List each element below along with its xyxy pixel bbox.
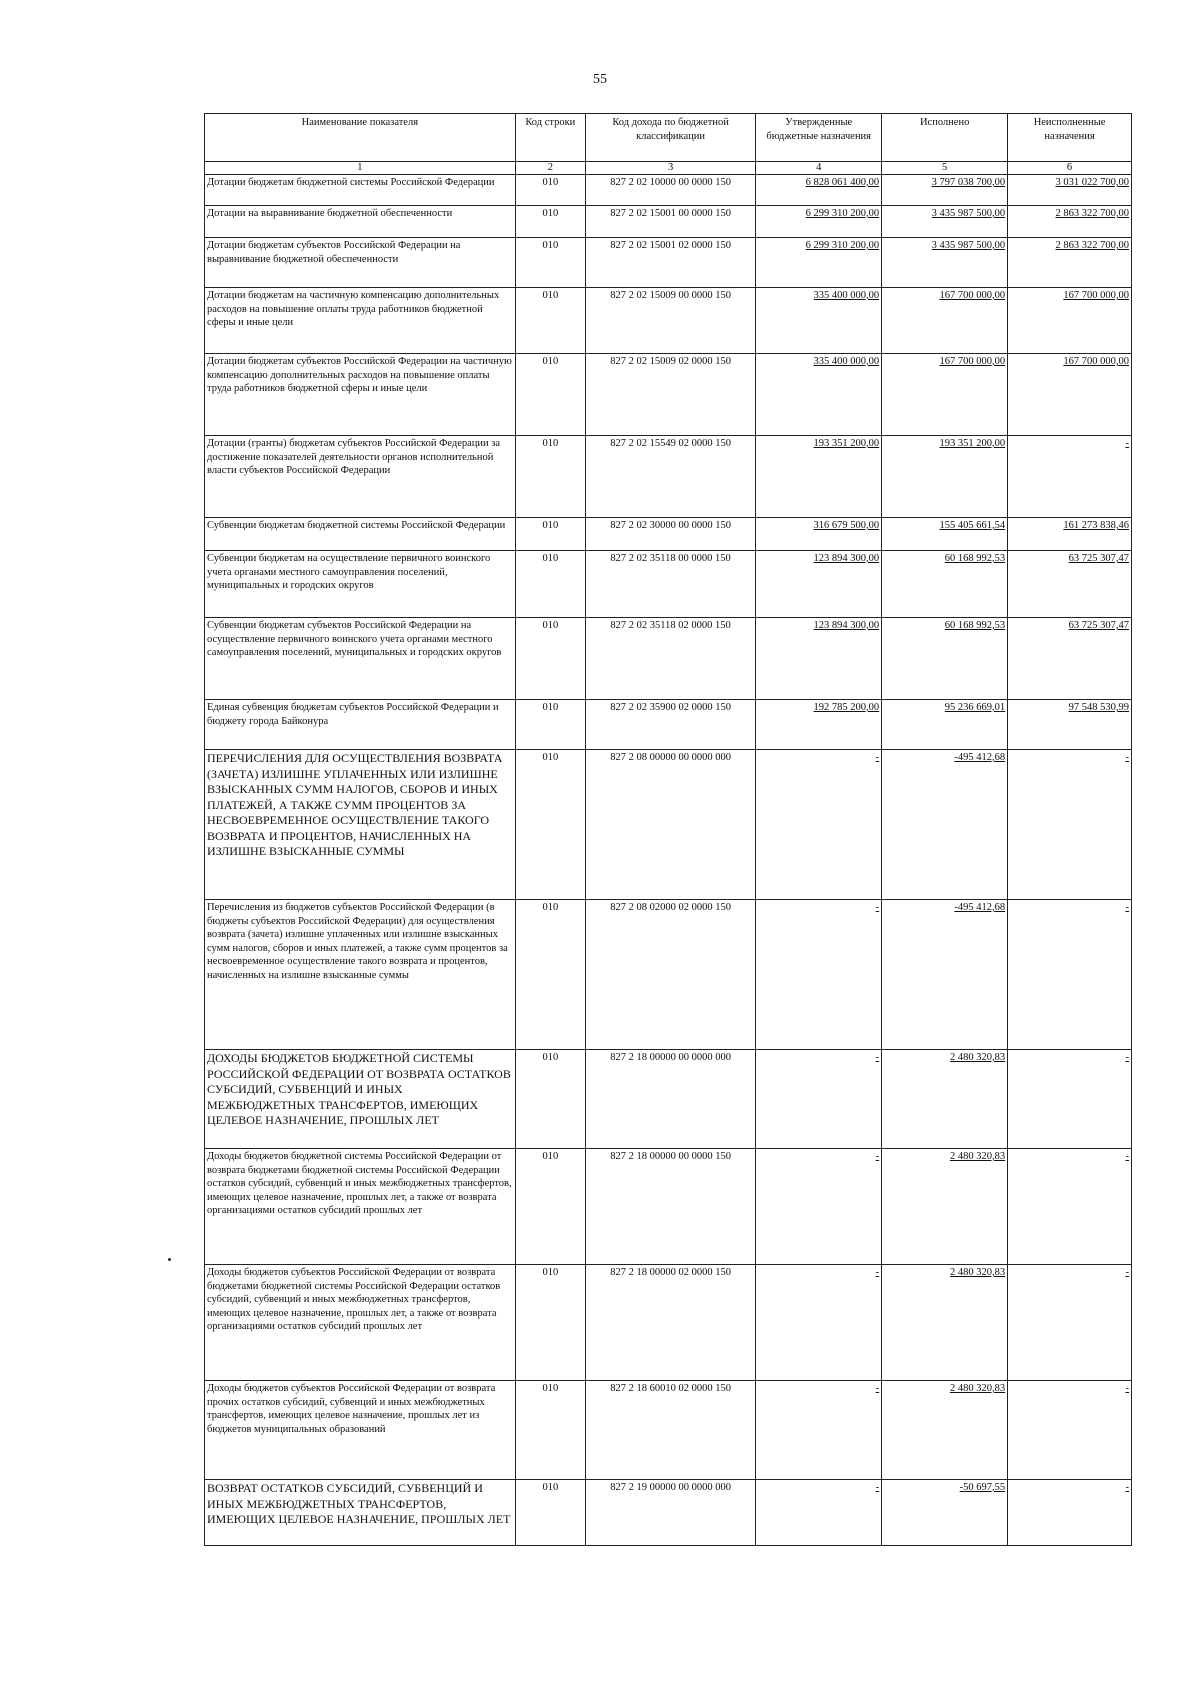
- row-executed: 2 480 320,83: [882, 1265, 1008, 1381]
- row-executed: 3 435 987 500,00: [882, 206, 1008, 238]
- table-row: [205, 1149, 1132, 1265]
- row-unexecuted: 63 725 307,47: [1008, 551, 1132, 618]
- row-code: 010: [515, 518, 585, 551]
- row-approved: 6 299 310 200,00: [756, 206, 882, 238]
- row-code: 010: [515, 1381, 585, 1480]
- row-unexecuted: 161 273 838,46: [1008, 518, 1132, 551]
- row-income-code: 827 2 19 00000 00 0000 000: [585, 1480, 755, 1546]
- row-code: 010: [515, 1149, 585, 1265]
- row-code: 010: [515, 436, 585, 518]
- row-approved: -: [756, 1050, 882, 1149]
- header-executed: Исполнено: [882, 114, 1008, 162]
- row-unexecuted: -: [1008, 1480, 1132, 1546]
- budget-report-table: [204, 113, 1132, 1546]
- row-name: Дотации бюджетам бюджетной системы Российской Федерации: [205, 175, 516, 206]
- row-executed: 3 797 038 700,00: [882, 175, 1008, 206]
- row-code: 010: [515, 750, 585, 900]
- row-name: Доходы бюджетов субъектов Российской Федерации от возврата бюджетами бюджетной системы Российской Федерации остатков субсидий, субвенций и иных межбюджетных трансфертов, имеющих целевое назначение, прошлых лет, а также от возврата организациями остатков субсидий прошлых лет: [205, 1265, 516, 1381]
- table-row: [205, 1381, 1132, 1480]
- row-code: 010: [515, 1480, 585, 1546]
- row-code: 010: [515, 618, 585, 700]
- row-code: 010: [515, 900, 585, 1050]
- row-income-code: 827 2 02 35118 02 0000 150: [585, 618, 755, 700]
- row-code: 010: [515, 206, 585, 238]
- row-executed: -495 412,68: [882, 900, 1008, 1050]
- row-approved: 192 785 200,00: [756, 700, 882, 750]
- row-executed: 3 435 987 500,00: [882, 238, 1008, 288]
- table-row: [205, 750, 1132, 900]
- row-code: 010: [515, 288, 585, 354]
- row-executed: 2 480 320,83: [882, 1381, 1008, 1480]
- row-name: ПЕРЕЧИСЛЕНИЯ ДЛЯ ОСУЩЕСТВЛЕНИЯ ВОЗВРАТА (ЗАЧЕТА) ИЗЛИШНЕ УПЛАЧЕННЫХ ИЛИ ИЗЛИШНЕ ВЗЫСКАННЫХ СУММ НАЛОГОВ, СБОРОВ И ИНЫХ ПЛАТЕЖЕЙ, А ТАКЖЕ СУММ ПРОЦЕНТОВ ЗА НЕСВОЕВРЕМЕННОЕ ОСУЩЕСТВЛЕНИЕ ТАКОГО ВОЗВРАТА И ПРОЦЕНТОВ, НАЧИСЛЕННЫХ НА ИЗЛИШНЕ ВЗЫСКАННЫЕ СУММЫ: [205, 750, 516, 900]
- table-row: [205, 900, 1132, 1050]
- row-executed: -495 412,68: [882, 750, 1008, 900]
- row-approved: -: [756, 750, 882, 900]
- header-income-code: Код дохода по бюджетной классификации: [585, 114, 755, 162]
- row-income-code: 827 2 18 60010 02 0000 150: [585, 1381, 755, 1480]
- row-executed: 2 480 320,83: [882, 1050, 1008, 1149]
- row-approved: -: [756, 1480, 882, 1546]
- row-executed: 193 351 200,00: [882, 436, 1008, 518]
- row-name: Дотации на выравнивание бюджетной обеспеченности: [205, 206, 516, 238]
- row-approved: 193 351 200,00: [756, 436, 882, 518]
- row-income-code: 827 2 18 00000 00 0000 000: [585, 1050, 755, 1149]
- table-row: [205, 1480, 1132, 1546]
- row-income-code: 827 2 02 15009 02 0000 150: [585, 354, 755, 436]
- row-executed: 2 480 320,83: [882, 1149, 1008, 1265]
- row-name: ДОХОДЫ БЮДЖЕТОВ БЮДЖЕТНОЙ СИСТЕМЫ РОССИЙСКОЙ ФЕДЕРАЦИИ ОТ ВОЗВРАТА ОСТАТКОВ СУБСИДИЙ, СУБВЕНЦИЙ И ИНЫХ МЕЖБЮДЖЕТНЫХ ТРАНСФЕРТОВ, ИМЕЮЩИХ ЦЕЛЕВОЕ НАЗНАЧЕНИЕ, ПРОШЛЫХ ЛЕТ: [205, 1050, 516, 1149]
- table-row: [205, 175, 1132, 206]
- header-name: Наименование показателя: [205, 114, 516, 162]
- row-name: Дотации бюджетам субъектов Российской Федерации на выравнивание бюджетной обеспеченности: [205, 238, 516, 288]
- row-name: Дотации (гранты) бюджетам субъектов Российской Федерации за достижение показателей деятельности органов исполнительной власти субъектов Российской Федерации: [205, 436, 516, 518]
- row-income-code: 827 2 02 15549 02 0000 150: [585, 436, 755, 518]
- row-unexecuted: -: [1008, 436, 1132, 518]
- row-income-code: 827 2 18 00000 02 0000 150: [585, 1265, 755, 1381]
- column-number: 2: [515, 162, 585, 175]
- row-approved: -: [756, 1381, 882, 1480]
- row-income-code: 827 2 02 10000 00 0000 150: [585, 175, 755, 206]
- row-unexecuted: 3 031 022 700,00: [1008, 175, 1132, 206]
- row-approved: -: [756, 1265, 882, 1381]
- row-income-code: 827 2 08 02000 02 0000 150: [585, 900, 755, 1050]
- header-code: Код строки: [515, 114, 585, 162]
- row-unexecuted: -: [1008, 1149, 1132, 1265]
- row-name: ВОЗВРАТ ОСТАТКОВ СУБСИДИЙ, СУБВЕНЦИЙ И ИНЫХ МЕЖБЮДЖЕТНЫХ ТРАНСФЕРТОВ, ИМЕЮЩИХ ЦЕЛЕВОЕ НАЗНАЧЕНИЕ, ПРОШЛЫХ ЛЕТ: [205, 1480, 516, 1546]
- row-approved: 123 894 300,00: [756, 618, 882, 700]
- row-unexecuted: -: [1008, 1381, 1132, 1480]
- row-approved: 335 400 000,00: [756, 354, 882, 436]
- row-code: 010: [515, 551, 585, 618]
- row-unexecuted: 97 548 530,99: [1008, 700, 1132, 750]
- row-income-code: 827 2 02 15001 00 0000 150: [585, 206, 755, 238]
- column-number: 3: [585, 162, 755, 175]
- header-approved: Утвержденные бюджетные назначения: [756, 114, 882, 162]
- row-unexecuted: -: [1008, 750, 1132, 900]
- row-approved: 316 679 500,00: [756, 518, 882, 551]
- row-income-code: 827 2 18 00000 00 0000 150: [585, 1149, 755, 1265]
- column-number-row: [205, 162, 1132, 175]
- table-row: [205, 700, 1132, 750]
- row-name: Перечисления из бюджетов субъектов Российской Федерации (в бюджеты субъектов Российской Федерации) для осуществления возврата (зачета) излишне уплаченных или излишне взысканных сумм налогов, сборов и иных платежей, а также сумм процентов за несвоевременное осуществление такого возврата и процентов, начисленных на излишне взысканные суммы: [205, 900, 516, 1050]
- row-unexecuted: 2 863 322 700,00: [1008, 206, 1132, 238]
- row-income-code: 827 2 02 30000 00 0000 150: [585, 518, 755, 551]
- row-income-code: 827 2 02 35118 00 0000 150: [585, 551, 755, 618]
- row-name: Доходы бюджетов субъектов Российской Федерации от возврата прочих остатков субсидий, субвенций и иных межбюджетных трансфертов, имеющих целевое назначение, прошлых лет из бюджетов муниципальных образований: [205, 1381, 516, 1480]
- page-number: 55: [593, 72, 607, 87]
- table-row: [205, 238, 1132, 288]
- row-code: 010: [515, 175, 585, 206]
- header-row: [205, 114, 1132, 162]
- row-approved: -: [756, 900, 882, 1050]
- table-row: [205, 206, 1132, 238]
- row-code: 010: [515, 354, 585, 436]
- row-executed: 167 700 000,00: [882, 288, 1008, 354]
- scan-dot: [168, 1258, 171, 1261]
- column-number: 5: [882, 162, 1008, 175]
- table-row: [205, 618, 1132, 700]
- row-unexecuted: -: [1008, 900, 1132, 1050]
- row-executed: -50 697,55: [882, 1480, 1008, 1546]
- row-name: Субвенции бюджетам бюджетной системы Российской Федерации: [205, 518, 516, 551]
- row-code: 010: [515, 700, 585, 750]
- row-executed: 60 168 992,53: [882, 618, 1008, 700]
- row-code: 010: [515, 238, 585, 288]
- row-approved: 6 828 061 400,00: [756, 175, 882, 206]
- row-executed: 60 168 992,53: [882, 551, 1008, 618]
- row-unexecuted: -: [1008, 1265, 1132, 1381]
- row-income-code: 827 2 02 35900 02 0000 150: [585, 700, 755, 750]
- row-unexecuted: 167 700 000,00: [1008, 354, 1132, 436]
- row-approved: 123 894 300,00: [756, 551, 882, 618]
- table-row: [205, 1050, 1132, 1149]
- row-executed: 167 700 000,00: [882, 354, 1008, 436]
- row-name: Доходы бюджетов бюджетной системы Российской Федерации от возврата бюджетами бюджетной системы Российской Федерации остатков субсидий, субвенций и иных межбюджетных трансфертов, имеющих целевое назначение, прошлых лет, а также от возврата организациями остатков субсидий прошлых лет: [205, 1149, 516, 1265]
- header-unexecuted: Неисполненные назначения: [1008, 114, 1132, 162]
- row-unexecuted: -: [1008, 1050, 1132, 1149]
- row-approved: 335 400 000,00: [756, 288, 882, 354]
- table-row: [205, 288, 1132, 354]
- table-row: [205, 551, 1132, 618]
- table-row: [205, 518, 1132, 551]
- table-row: [205, 436, 1132, 518]
- row-name: Субвенции бюджетам субъектов Российской Федерации на осуществление первичного воинского учета органами местного самоуправления поселений, муниципальных и городских округов: [205, 618, 516, 700]
- row-code: 010: [515, 1050, 585, 1149]
- column-number: 4: [756, 162, 882, 175]
- row-unexecuted: 167 700 000,00: [1008, 288, 1132, 354]
- row-approved: -: [756, 1149, 882, 1265]
- row-unexecuted: 63 725 307,47: [1008, 618, 1132, 700]
- table-row: [205, 354, 1132, 436]
- row-name: Единая субвенция бюджетам субъектов Российской Федерации и бюджету города Байконура: [205, 700, 516, 750]
- table-row: [205, 1265, 1132, 1381]
- row-executed: 155 405 661,54: [882, 518, 1008, 551]
- row-executed: 95 236 669,01: [882, 700, 1008, 750]
- row-income-code: 827 2 02 15009 00 0000 150: [585, 288, 755, 354]
- row-code: 010: [515, 1265, 585, 1381]
- row-income-code: 827 2 08 00000 00 0000 000: [585, 750, 755, 900]
- row-unexecuted: 2 863 322 700,00: [1008, 238, 1132, 288]
- row-name: Дотации бюджетам субъектов Российской Федерации на частичную компенсацию дополнительных расходов на повышение оплаты труда работников бюджетной сферы и иные цели: [205, 354, 516, 436]
- row-name: Субвенции бюджетам на осуществление первичного воинского учета органами местного самоуправления поселений, муниципальных и городских округов: [205, 551, 516, 618]
- row-approved: 6 299 310 200,00: [756, 238, 882, 288]
- column-number: 6: [1008, 162, 1132, 175]
- row-name: Дотации бюджетам на частичную компенсацию дополнительных расходов на повышение оплаты труда работников бюджетной сферы и иные цели: [205, 288, 516, 354]
- column-number: 1: [205, 162, 516, 175]
- row-income-code: 827 2 02 15001 02 0000 150: [585, 238, 755, 288]
